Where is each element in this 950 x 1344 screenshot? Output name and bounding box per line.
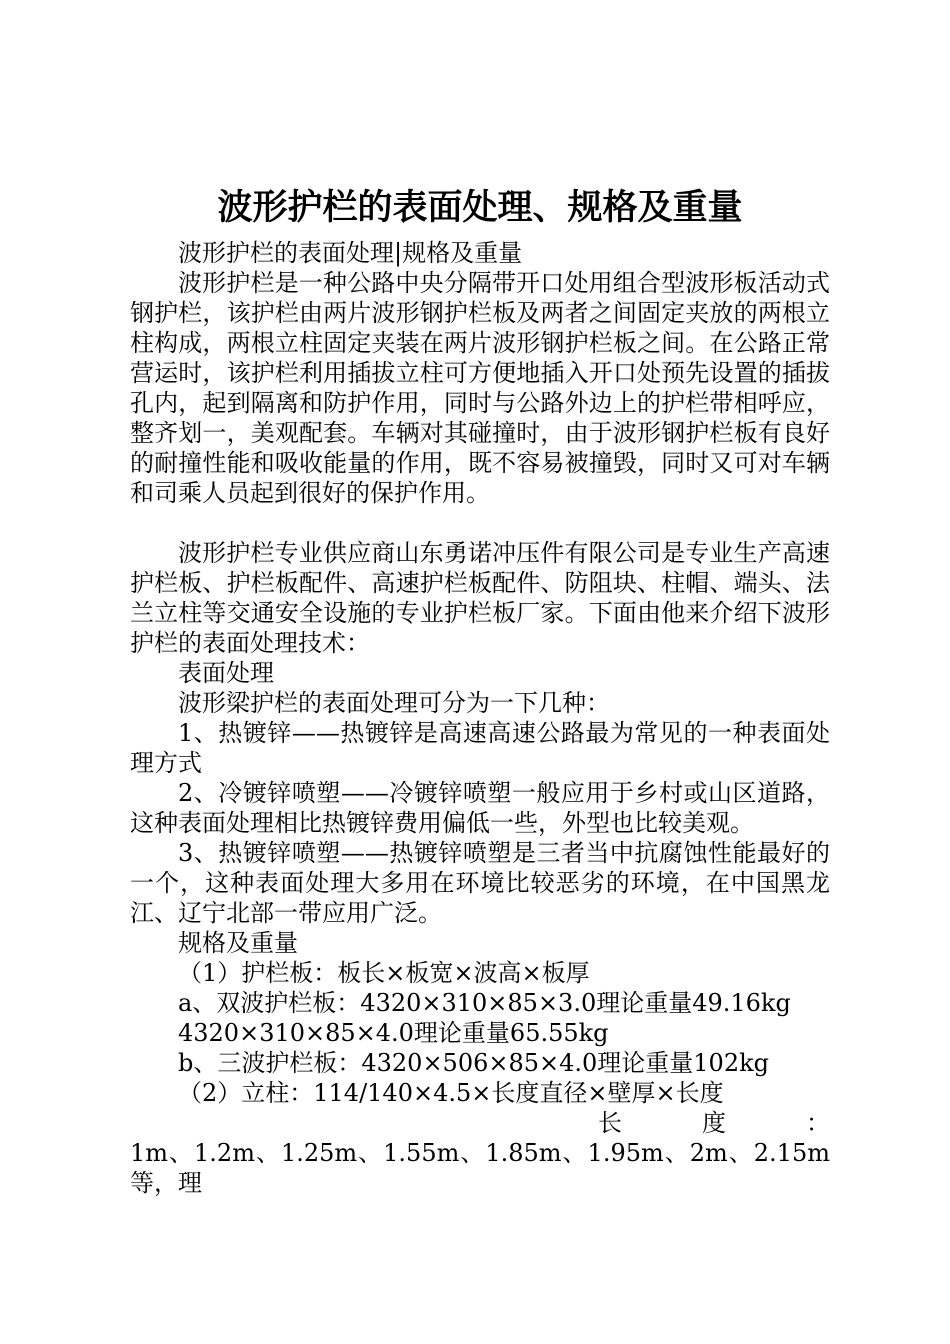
blank-line: [130, 508, 830, 538]
length-label-char-1: 长: [598, 1109, 622, 1137]
length-label-colon: ：: [806, 1109, 830, 1137]
subtitle-paragraph: 波形护栏的表面处理|规格及重量: [178, 239, 523, 267]
length-label-char-2: 度: [702, 1109, 726, 1137]
spec-double-wave-alt: 4320×310×85×4.0理论重量65.55kg: [178, 1019, 609, 1047]
spec-item-guardrail: （1）护栏板：板长×板宽×波高×板厚: [178, 959, 590, 987]
intro-paragraph: 波形护栏是一种公路中央分隔带开口处用组合型波形板活动式钢护栏，该护栏由两片波形钢护栏板及两者之间固定夹放的两根立柱构成，两根立柱固定夹装在两片波形钢护栏板之间。在公路正常营运时，该护栏利用插拔立柱可方便地插入开口处预先设置的插拔孔内，起到隔离和防护作用，同时与公路外边上的护栏带相呼应，整齐划一，美观配套。车辆对其碰撞时，由于波形钢护栏板有良好的耐撞性能和吸收能量的作用，既不容易被撞毁，同时又可对车辆和司乘人员起到很好的保护作用。: [130, 269, 830, 507]
section-heading-spec: 规格及重量: [178, 929, 298, 957]
spec-item-post: （2）立柱：114/140×4.5×长度直径×壁厚×长度: [178, 1079, 724, 1107]
surface-item-1: 1、热镀锌——热镀锌是高速高速公路最为常见的一种表面处理方式: [130, 719, 830, 777]
spec-double-wave: a、双波护栏板：4320×310×85×3.0理论重量49.16kg: [178, 989, 791, 1017]
surface-item-3: 3、热镀锌喷塑——热镀锌喷塑是三者当中抗腐蚀性能最好的一个，这种表面处理大多用在环境比较恶劣的环境，在中国黑龙江、辽宁北部一带应用广泛。: [130, 839, 830, 927]
length-label-line: [130, 1108, 830, 1138]
surface-item-2: 2、冷镀锌喷塑——冷镀锌喷塑一般应用于乡村或山区道路，这种表面处理相比热镀锌费用偏低一些，外型也比较美观。: [130, 779, 830, 837]
length-values-line: 1m、1.2m、1.25m、1.55m、1.85m、1.95m、2m、2.15m等，理: [130, 1139, 830, 1197]
section-heading-surface: 表面处理: [178, 659, 274, 687]
document-title: 波形护栏的表面处理、规格及重量: [217, 187, 743, 228]
document-body: [130, 238, 830, 1198]
document-page: [130, 180, 830, 1198]
spec-triple-wave: b、三波护栏板：4320×506×85×4.0理论重量102kg: [178, 1049, 769, 1077]
surface-intro-paragraph: 波形梁护栏的表面处理可分为一下几种：: [178, 689, 610, 717]
supplier-paragraph: 波形护栏专业供应商山东勇诺冲压件有限公司是专业生产高速护栏板、护栏板配件、高速护栏板配件、防阻块、柱帽、端头、法兰立柱等交通安全设施的专业护栏板厂家。下面由他来介绍下波形护栏的表面处理技术：: [130, 539, 830, 657]
